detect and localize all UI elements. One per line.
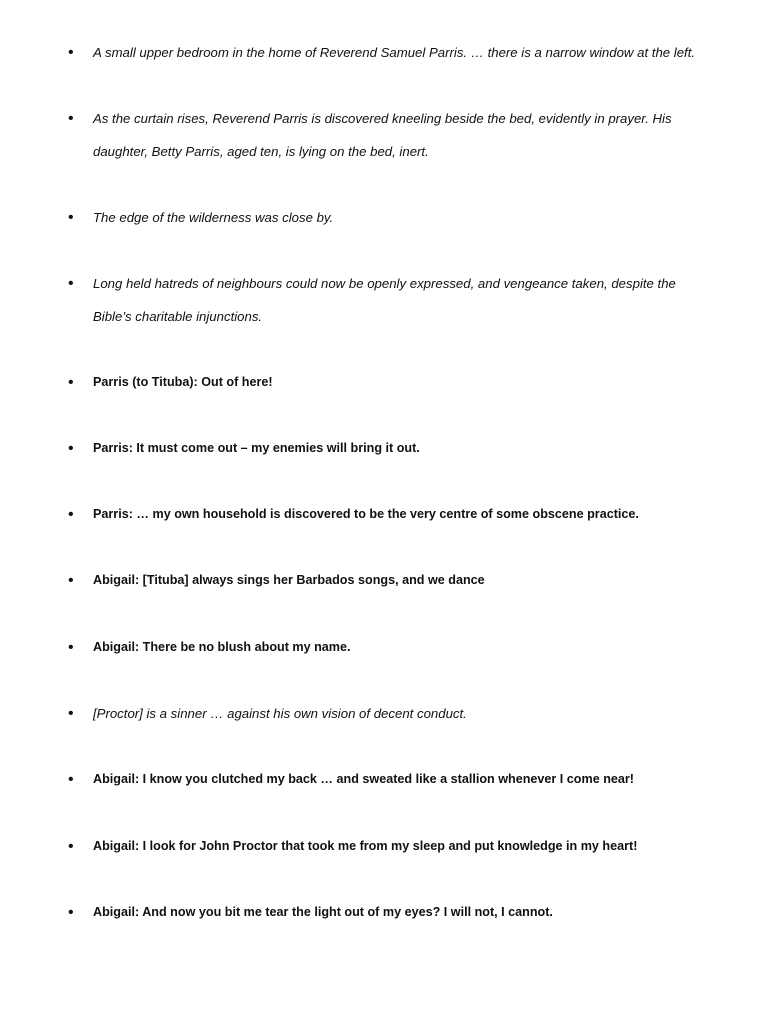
list-item-text: Abigail: And now you bit me tear the light out of my eyes? I will not, I cannot. xyxy=(93,905,553,919)
list-item-text: Abigail: There be no blush about my name. xyxy=(93,640,351,654)
list-item xyxy=(68,631,718,664)
list-item-text: Parris (to Tituba): Out of here! xyxy=(93,375,273,389)
list-item xyxy=(68,697,718,730)
list-item-text: Parris: It must come out – my enemies will bring it out. xyxy=(93,441,420,455)
bullet-icon xyxy=(68,432,92,465)
bullet-icon xyxy=(68,830,92,863)
list-item xyxy=(68,763,718,796)
bullet-icon xyxy=(68,498,92,531)
list-item-text: Parris: … my own household is discovered to be the very centre of some obscene practice. xyxy=(93,507,639,521)
list-item-text: Abigail: I know you clutched my back … and sweated like a stallion whenever I come near! xyxy=(93,772,634,786)
bullet-icon xyxy=(68,267,92,300)
list-item-text: Abigail: I look for John Proctor that took me from my sleep and put knowledge in my heart! xyxy=(93,839,638,853)
list-item-text: [Proctor] is a sinner … against his own vision of decent conduct. xyxy=(93,706,467,721)
bullet-icon xyxy=(68,631,92,664)
list-item xyxy=(68,498,718,531)
bullet-icon xyxy=(68,896,92,929)
list-item xyxy=(68,102,718,168)
list-item-text: Long held hatreds of neighbours could now be openly expressed, and vengeance taken, despite the Bible’s charitable injunctions. xyxy=(93,276,676,324)
list-item xyxy=(68,830,718,863)
list-item xyxy=(68,201,718,234)
list-item xyxy=(68,896,718,929)
list-item-text: The edge of the wilderness was close by. xyxy=(93,210,334,225)
list-item xyxy=(68,36,718,69)
list-item-text: As the curtain rises, Reverend Parris is discovered kneeling beside the bed, evidently in prayer. His daughter, Betty Parris, aged ten, is lying on the bed, inert. xyxy=(93,111,672,159)
list-item xyxy=(68,267,718,333)
list-item xyxy=(68,432,718,465)
list-item xyxy=(68,366,718,399)
bullet-icon xyxy=(68,564,92,597)
list-item-text: Abigail: [Tituba] always sings her Barbados songs, and we dance xyxy=(93,573,485,587)
bullet-icon xyxy=(68,36,92,69)
list-item-text: A small upper bedroom in the home of Reverend Samuel Parris. … there is a narrow window at the left. xyxy=(93,45,696,60)
bullet-icon xyxy=(68,763,92,796)
bullet-icon xyxy=(68,201,92,234)
bullet-icon xyxy=(68,102,92,135)
bullet-icon xyxy=(68,366,92,399)
list-item xyxy=(68,564,718,597)
bullet-icon xyxy=(68,697,92,730)
